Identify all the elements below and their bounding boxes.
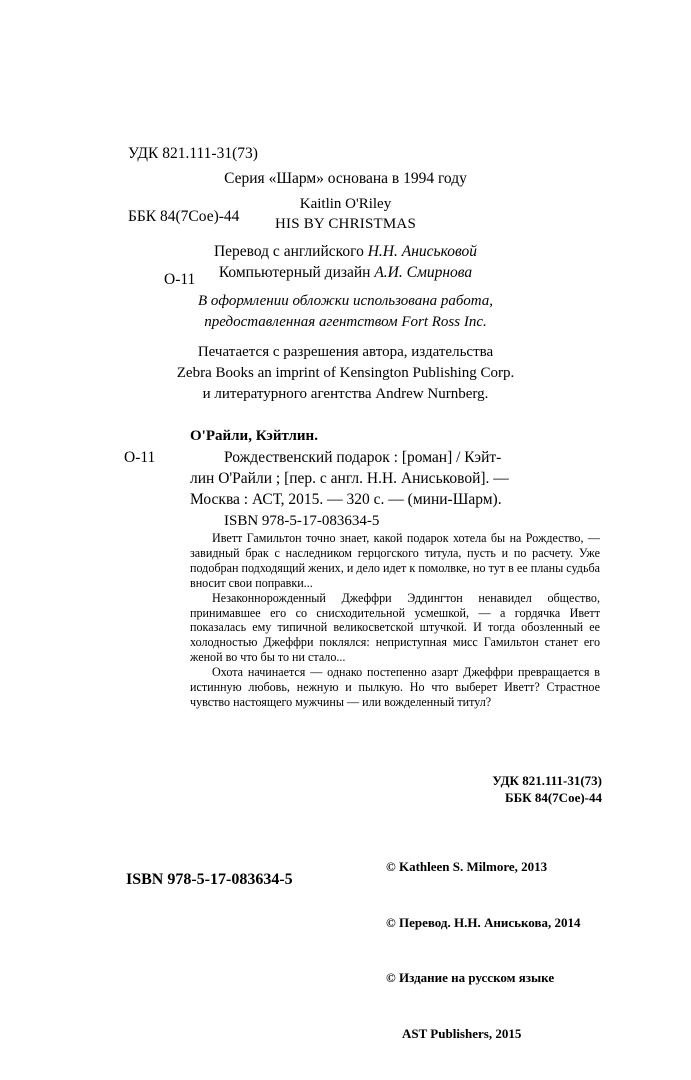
permission-line-2: Zebra Books an imprint of Kensington Publishing Corp. <box>176 365 515 381</box>
bbk-code-repeat: ББК 84(7Сое)-44 <box>504 790 602 805</box>
cip-author-heading: О'Райли, Кэйтлин. <box>190 428 318 444</box>
udc-code: УДК 821.111-31(73) <box>128 145 258 162</box>
bbk-code: ББК 84(7Сое)-44 <box>128 208 240 225</box>
designer-name: А.И. Смирнова <box>374 264 473 281</box>
cover-artwork-note <box>70 291 621 333</box>
copyright-block <box>386 821 580 1080</box>
credits-block <box>70 241 621 283</box>
isbn-bottom: ISBN 978-5-17-083634-5 <box>126 871 293 888</box>
copyright-line-1: © Kathleen S. Milmore, 2013 <box>386 859 548 874</box>
shelf-mark: О-11 <box>164 271 196 288</box>
permission-line-1: Печатается с разрешения автора, издательства <box>197 344 494 360</box>
udc-code-repeat: УДК 821.111-31(73) <box>492 773 602 788</box>
translation-label: Перевод с английского <box>213 243 368 260</box>
cip-shelf-mark: О-11 <box>124 449 156 466</box>
cip-line-1: Рождественский подарок : [роман] / Кэйт- <box>224 449 502 466</box>
cip-description <box>190 447 602 510</box>
design-credit <box>70 262 621 283</box>
classification-codes-repeat <box>300 772 602 806</box>
series-line: Серия «Шарм» основана в 1994 году <box>224 170 467 187</box>
copyright-line-2: © Перевод. Н.Н. Аниськова, 2014 <box>386 914 581 930</box>
translator-name: Н.Н. Аниськовой <box>367 243 478 260</box>
copyright-line-3: © Издание на русском языке <box>386 970 555 985</box>
copyright-line-4: AST Publishers, 2015 <box>402 1025 522 1041</box>
original-author: Kaitlin O'Riley <box>299 196 392 212</box>
cip-line-3: Москва : АСТ, 2015. — 320 с. — (мини-Шарм). <box>190 491 502 508</box>
annotation-paragraph-1: Иветт Гамильтон точно знает, какой подарок хотела бы на Рождество, — завидный брак с наследником герцогского титула, пусть и по расчету. Уже подобран подходящий жених, и дело идет к помолвке, но тут в ее планы судьба вносит свои поправки... <box>190 531 600 590</box>
annotation-paragraph-2: Незаконнорожденный Джеффри Эддингтон ненавидел общество, принимавшее его со снисходительной усмешкой, — а гордячка Иветт показалась ему типичной великосветской штучкой. И тогда обозленный ее холодностью Джеффри поклялся: неприступная мисс Гамильтон станет его женой во что бы то ни стало... <box>190 590 600 665</box>
original-work-block <box>70 194 621 234</box>
design-label: Компьютерный дизайн <box>218 264 375 281</box>
cip-line-2: лин О'Райли ; [пер. с англ. Н.Н. Аниськовой]. — <box>190 470 509 487</box>
permission-line-3: и литературного агентства Andrew Nurnberg. <box>202 386 489 402</box>
permission-block <box>70 342 621 405</box>
original-title: HIS BY CHRISTMAS <box>274 216 416 232</box>
annotation-paragraph-3: Охота начинается — однако постепенно азарт Джеффри превращается в истинную любовь, нежную и пылкую. Но что выберет Иветт? Страстное чувство настоящего мужчины — или вожделенный титул? <box>190 665 600 709</box>
cover-note-line-1: В оформлении обложки использована работа, <box>197 293 493 309</box>
translation-credit <box>70 241 621 262</box>
cover-note-line-2: предоставленная агентством Fort Ross Inc. <box>204 314 487 330</box>
annotation-block <box>190 531 600 710</box>
cip-isbn: ISBN 978-5-17-083634-5 <box>224 513 380 529</box>
